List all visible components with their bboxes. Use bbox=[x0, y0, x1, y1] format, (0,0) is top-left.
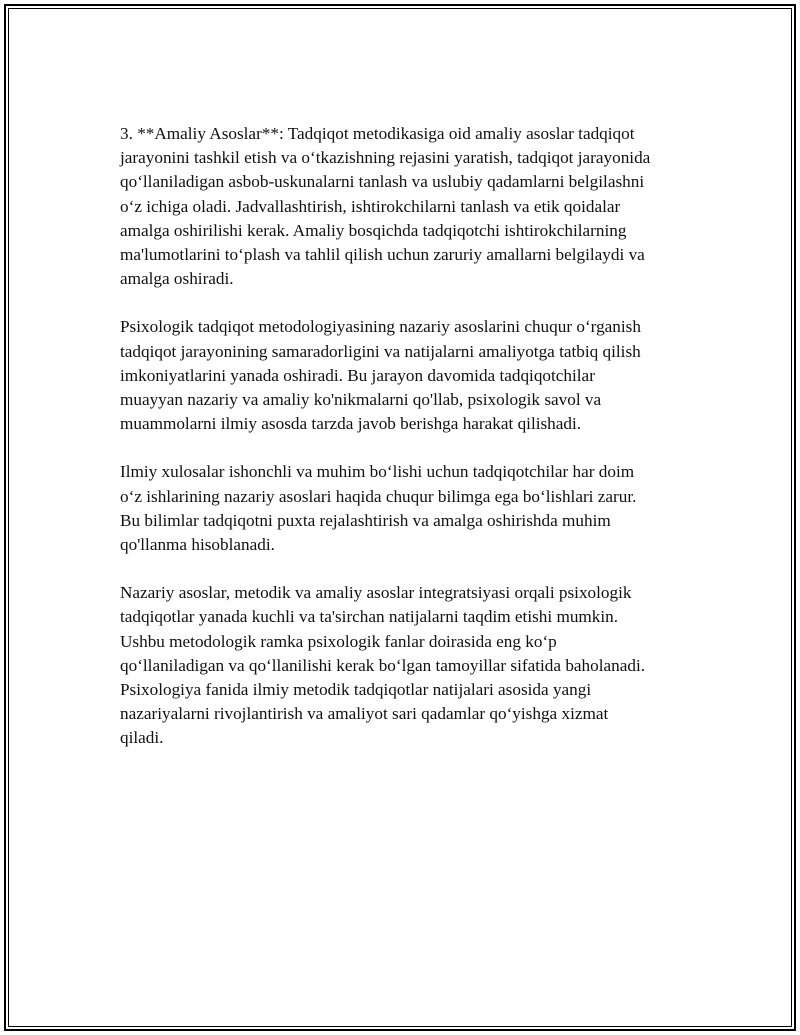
paragraph-integration bbox=[120, 581, 710, 750]
text-line: muammolarni ilmiy asosda tarzda javob berishga harakat qilishadi. bbox=[120, 414, 582, 434]
text-line: qo'llanma hisoblanadi. bbox=[120, 535, 275, 555]
document-page bbox=[4, 4, 796, 1031]
text-line: 3. **Amaliy Asoslar**: Tadqiqot metodikasiga oid amaliy asoslar tadqiqot bbox=[120, 124, 635, 143]
text-line: jarayonini tashkil etish va o‘tkazishning rejasini yaratish, tadqiqot jarayonida bbox=[120, 148, 651, 168]
text-line: tadqiqot jarayonining samaradorligini va natijalarni amaliyotga tatbiq qilish bbox=[120, 341, 641, 361]
text-line: Psixologik tadqiqot metodologiyasining nazariy asoslarini chuqur o‘rganish bbox=[120, 317, 641, 337]
paragraph-methodology-study bbox=[120, 315, 710, 436]
text-line: Ushbu metodologik ramka psixologik fanlar doirasida eng ko‘p bbox=[120, 631, 557, 651]
text-line: Nazariy asoslar, metodik va amaliy asoslar integratsiyasi orqali psixologik bbox=[120, 583, 632, 603]
document-body bbox=[120, 122, 710, 775]
text-line: amalga oshirilishi kerak. Amaliy bosqichda tadqiqotchi ishtirokchilarning bbox=[120, 220, 627, 240]
text-line: Ilmiy xulosalar ishonchli va muhim bo‘lishi uchun tadqiqotchilar har doim bbox=[120, 462, 635, 482]
text-line: muayyan nazariy va amaliy ko'nikmalarni qo'llab, psixologik savol va bbox=[120, 390, 602, 410]
text-line: nazariyalarni rivojlantirish va amaliyot sari qadamlar qo‘yishga xizmat bbox=[120, 704, 609, 724]
text-line: o‘z ishlarining nazariy asoslari haqida chuqur bilimga ega bo‘lishlari zarur. bbox=[120, 486, 637, 506]
text-line: tadqiqotlar yanada kuchli va ta'sirchan natijalarni taqdim etishi mumkin. bbox=[120, 607, 619, 627]
text-line: Psixologiya fanida ilmiy metodik tadqiqotlar natijalari asosida yangi bbox=[120, 680, 592, 700]
text-line: Bu bilimlar tadqiqotni puxta rejalashtirish va amalga oshirishda muhim bbox=[120, 510, 611, 530]
paragraph-scientific-conclusions bbox=[120, 460, 710, 557]
text-line: imkoniyatlarini yanada oshiradi. Bu jarayon davomida tadqiqotchilar bbox=[120, 365, 595, 385]
text-line: amalga oshiradi. bbox=[120, 269, 234, 289]
text-line: o‘z ichiga oladi. Jadvallashtirish, ishtirokchilarni tanlash va etik qoidalar bbox=[120, 196, 621, 216]
text-line: ma'lumotlarini to‘plash va tahlil qilish uchun zaruriy amallarni belgilaydi va bbox=[120, 245, 645, 265]
text-line: qo‘llaniladigan va qo‘llanilishi kerak bo‘lgan tamoyillar sifatida baholanadi. bbox=[120, 655, 646, 675]
text-line: qiladi. bbox=[120, 728, 164, 748]
paragraph-practical-foundations bbox=[120, 122, 710, 291]
text-line: qo‘llaniladigan asbob-uskunalarni tanlash va uslubiy qadamlarni belgilashni bbox=[120, 172, 645, 192]
